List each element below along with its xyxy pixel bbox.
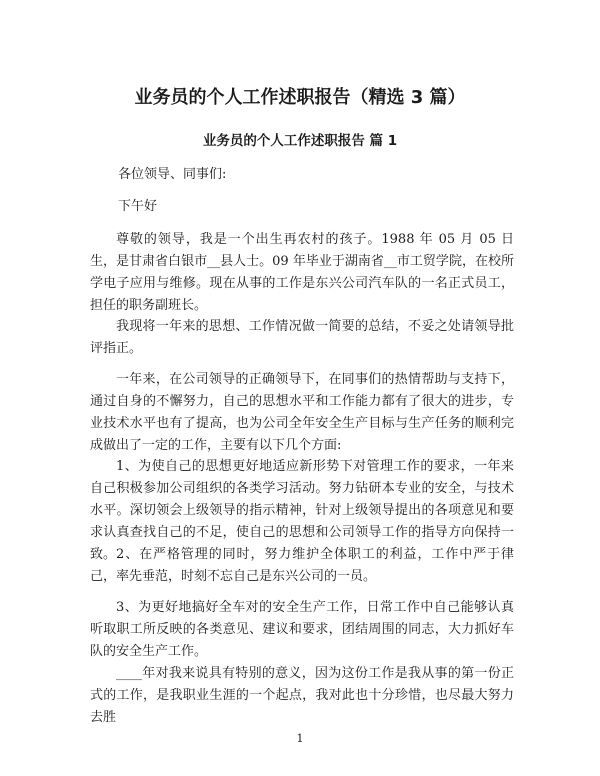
paragraph-summary-intro: 我现将一年来的思想、工作情况做一简要的总结，不妥之处请领导批评指正。 (90, 319, 514, 356)
greeting: 下午好 (118, 199, 158, 214)
paragraph-point-3: 3、为更好地搞好全车对的安全生产工作，日常工作中自己能够认真听取职工所反映的各类意见、建议和要求，团结周围的同志，大力抓好车队的安全生产工作。 (90, 600, 514, 659)
document-title: 业务员的个人工作述职报告（精选 3 篇） (134, 87, 466, 108)
page-number: 1 (296, 732, 304, 745)
paragraph-year-overview: 一年来，在公司领导的正确领导下，在同事们的热情帮助与支持下，通过自身的不懈努力，自己的思想水平和工作能力都有了很大的进步，专业技术水平也有了提高，也为公司全年安全生产目标与生产任务的顺利完成做出了一定的工作，主要有以下几个方面: (90, 372, 514, 453)
salutation: 各位领导、同事们: (118, 167, 227, 182)
section-title: 业务员的个人工作述职报告 篇 1 (202, 133, 398, 149)
paragraph-self-introduction: 尊敬的领导，我是一个出生再农村的孩子。1988 年 05 月 05 日生，是甘肃省白银市__县人士。09 年毕业于湖南省__市工贸学院，在校所学电子应用与维修。现在从事的工作是东兴公司汽车队的一名正式员工，担任的职务副班长。 (90, 232, 514, 313)
paragraph-year-significance: ____年对我来说具有特别的意义，因为这份工作是我从事的第一份正式的工作，是我职业生涯的一个起点，我对此也十分珍惜，也尽最大努力去胜 (90, 666, 514, 725)
paragraph-point-2: 2、在严格管理的同时，努力维护全体职工的利益，工作中严于律己，率先垂范，时刻不忘自己是东兴公司的一员。 (90, 547, 514, 584)
paragraph-point-1: 1、为使自己的思想更好地适应新形势下对管理工作的要求，一年来自己积极参加公司组织的各类学习活动。努力钻研本专业的安全，与技术水平。深切领会上级领导的指示精神，针对上级领导提出的各项意见和要求认真查找自己的不足，使自己的思想和公司领导工作的指导方向保持一致。 (90, 459, 514, 562)
